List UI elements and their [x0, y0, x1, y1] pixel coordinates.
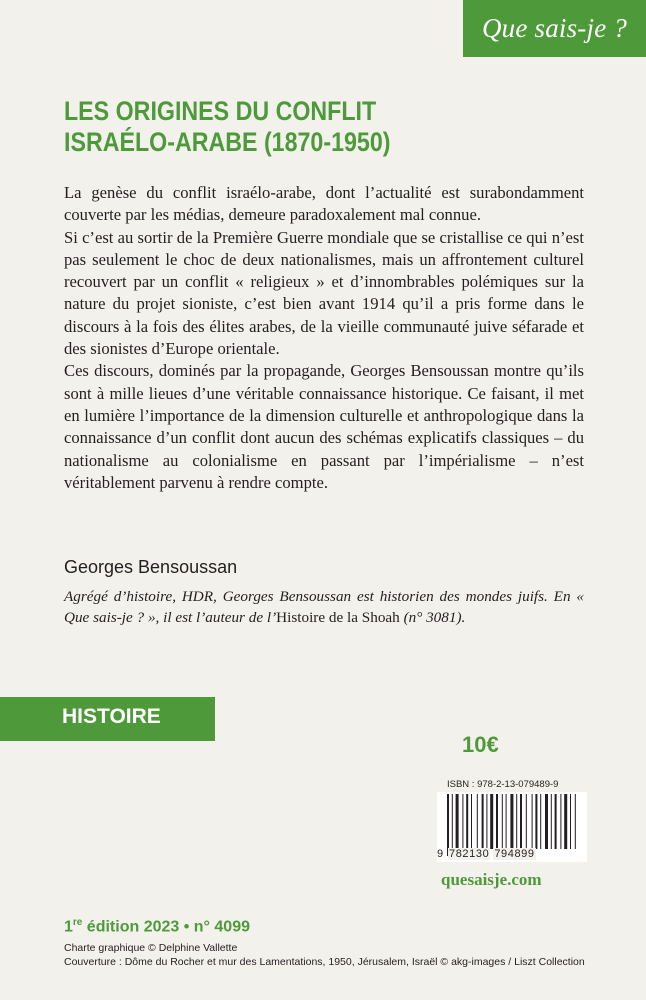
- edition-ordinal-suffix: re: [72, 917, 83, 928]
- barcode-bar: [486, 794, 487, 849]
- author-bio-text-2: (: [399, 609, 409, 626]
- edition-ordinal-number: 1: [64, 918, 73, 936]
- edition-text: édition 2023 • n° 4099: [82, 918, 250, 936]
- barcode-digits: [437, 848, 587, 860]
- website-url: quesaisje.com: [441, 870, 542, 889]
- barcode-lead-digit: 9: [437, 848, 444, 860]
- barcode-bar: [555, 794, 557, 849]
- book-title: [64, 96, 511, 158]
- barcode-bar: [456, 794, 459, 849]
- brand-logo-text: Que sais-je ?: [481, 13, 628, 43]
- barcode-bar: [526, 794, 527, 849]
- barcode-bar: [496, 794, 498, 849]
- barcode-bar: [564, 794, 567, 849]
- barcode-bar: [466, 794, 468, 849]
- barcode-bar: [506, 794, 507, 849]
- barcode-bar: [532, 794, 533, 856]
- barcode-bar: [452, 794, 453, 856]
- book-description: [64, 182, 584, 494]
- description-paragraph-1: La genèse du conflit israélo-arabe, dont l’actualité est surabondamment couverte par les médias, demeure paradoxalement mal connue.: [64, 183, 584, 225]
- author-bio-text-3: ).: [456, 609, 466, 626]
- price: 10€: [462, 732, 499, 757]
- barcode-bar: [575, 794, 576, 849]
- barcode-bar: [516, 794, 517, 849]
- barcode-bar: [510, 794, 513, 849]
- barcode-bar: [545, 794, 548, 849]
- description-paragraph-2: Si c’est au sortir de la Première Guerre mondiale que se cristallise ce qui n’est pas seulement le choc de deux nationalismes, mais un affrontement culturel recouvert par un conflit « religieux » et d’innombrables polémiques sur la nature du projet sioniste, c’est bien avant 1914 qu’il a pris forme dans le discours à la fois des élites arabes, de la vieille communauté juive séfarade et des sionistes d’Europe orientale.: [64, 227, 584, 359]
- barcode-bar: [482, 794, 484, 849]
- barcode-bar: [447, 794, 449, 856]
- book-title-line-1: LES ORIGINES DU CONFLIT: [64, 96, 377, 126]
- category-banner: [0, 697, 215, 741]
- barcode-bar: [540, 794, 541, 849]
- brand-badge: [463, 0, 646, 57]
- barcode-bar: [471, 794, 472, 849]
- barcode-bar: [462, 794, 463, 849]
- author-bio-series-number: n° 3081: [408, 609, 457, 626]
- barcode-bar: [490, 794, 493, 849]
- barcode-bar: [520, 794, 522, 849]
- barcode-group-1: 782130: [449, 848, 490, 860]
- barcode-bar: [551, 794, 552, 849]
- barcode-group-2: 794899: [494, 848, 535, 860]
- barcode-bar: [535, 794, 537, 849]
- cover-credit: Couverture : Dôme du Rocher et mur des Lamentations, 1950, Jérusalem, Israël © akg-images / Liszt Collection: [64, 956, 585, 968]
- author-name: Georges Bensoussan: [64, 557, 238, 577]
- edition-info: [64, 917, 250, 936]
- design-credit: Charte graphique © Delphine Vallette: [64, 942, 238, 954]
- author-bio-work-title: Histoire de la Shoah: [276, 609, 400, 626]
- category-label: HISTOIRE: [62, 705, 161, 728]
- barcode-bar: [477, 794, 478, 849]
- barcode-bar: [570, 794, 571, 849]
- book-title-line-2: ISRAÉLO-ARABE (1870-1950): [64, 127, 391, 157]
- barcode-bar: [502, 794, 503, 849]
- author-bio: [64, 586, 584, 628]
- author-bio-text: Agrégé d’histoire, HDR, Georges Bensoussan est historien des mondes juifs. En « Que sais-je ? », il est l’auteur de l’: [64, 588, 584, 626]
- description-paragraph-3: Ces discours, dominés par la propagande, Georges Bensoussan montre qu’ils sont à mille lieues d’une véritable connaissance historique. Ce faisant, il met en lumière l’importance de la dimension culturelle et anthropologique dans la connaissance d’un conflit dont aucun des schémas explicatifs classiques – du nationalisme au colonialisme en passant par l’impérialisme – n’est véritablement parvenu à rendre compte.: [64, 361, 584, 492]
- barcode-bar: [560, 794, 561, 849]
- isbn: ISBN : 978-2-13-079489-9: [447, 779, 559, 790]
